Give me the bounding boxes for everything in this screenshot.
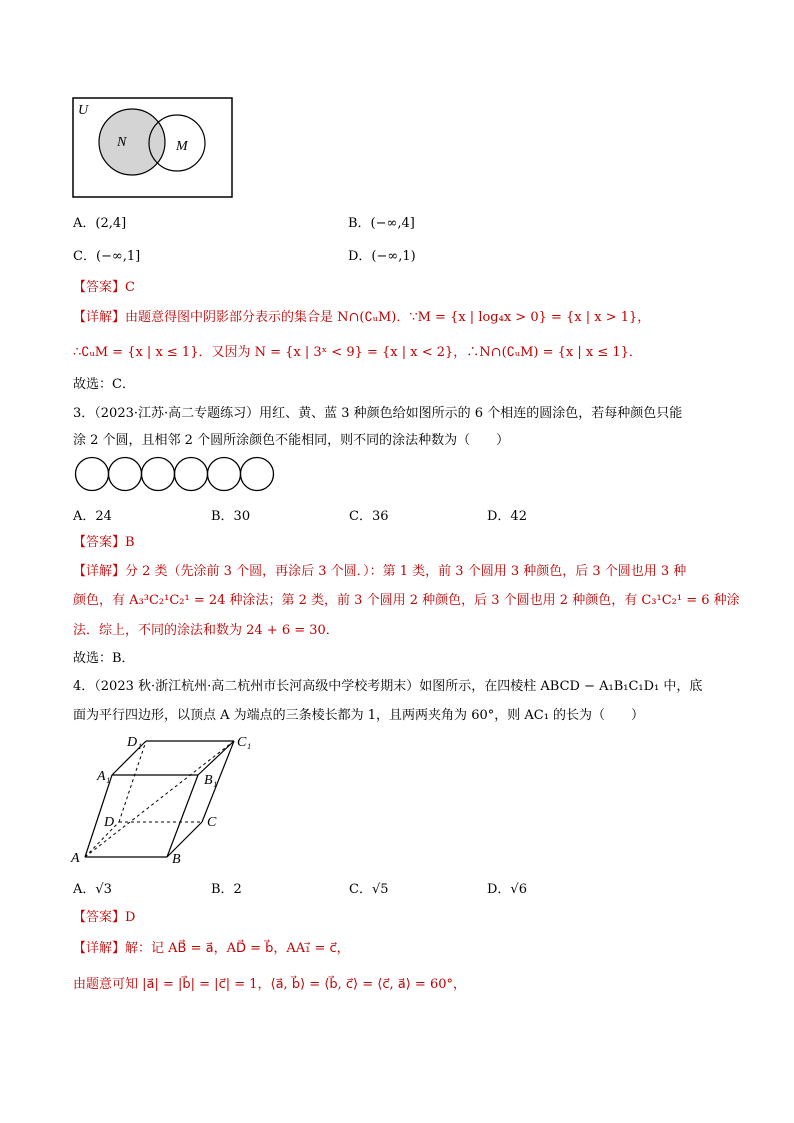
- q3-option-d: D．42: [487, 509, 527, 524]
- q4-option-b: B．2: [211, 882, 242, 897]
- q2-detail-tag: 【详解】: [73, 310, 126, 325]
- q4-option-d: D．√6: [487, 882, 527, 897]
- q3-detail-text1: 分 2 类（先涂前 3 个圆，再涂后 3 个圆．）：第 1 类，前 3 个圆用 3 种颜色，后 3 个圆也用 3 种: [125, 564, 687, 579]
- q3-detail-line2: 颜色，有 A₃³C₂¹C₂¹ = 24 种涂法；第 2 类，前 3 个圆用 2 种颜色，后 3 个圆也用 2 种颜色，有 C₃¹C₂¹ = 6 种涂: [73, 593, 740, 608]
- q2-option-a: A．(2,4]: [73, 216, 127, 231]
- label-d1: D₁: [127, 735, 142, 750]
- universe-label: U: [78, 103, 89, 118]
- q3-option-a: A．24: [73, 509, 112, 524]
- q4-answer: 【答案】D: [73, 910, 136, 925]
- q3-option-c: C．36: [349, 509, 389, 524]
- label-d: D: [104, 815, 115, 830]
- q4-stem-line2: 面为平行四边形，以顶点 A 为端点的三条棱长都为 1，且两两夹角为 60°，则 AC₁ 的长为（ ）: [73, 708, 645, 723]
- q2-option-b: B．(−∞,4]: [348, 216, 415, 231]
- q4-stem-line1: 4．（2023 秋·浙江杭州·高二杭州市长河高级中学校考期末）如图所示，在四棱柱 ABCD − A₁B₁C₁D₁ 中，底: [73, 679, 703, 694]
- q4-detail-line2: 由题意可知 |a⃗| = |b⃗| = |c⃗| = 1，⟨a⃗, b⃗⟩ = ⟨b⃗, c⃗⟩ = ⟨c⃗, a⃗⟩ = 60°，: [73, 977, 466, 992]
- q2-option-d: D．(−∞,1): [348, 249, 416, 264]
- label-b: B: [172, 852, 181, 867]
- label-c1: C₁: [237, 735, 252, 750]
- q2-detail-line2: ∴∁ᵤM = {x | x ≤ 1}．又因为 N = {x | 3ˣ < 9} = {x | x < 2}，∴N∩(∁ᵤM) = {x | x ≤ 1}．: [73, 345, 642, 360]
- q3-choice: 故选：B．: [73, 651, 135, 666]
- label-a: A: [71, 851, 80, 866]
- q3-answer: 【答案】B: [73, 535, 135, 550]
- q3-stem-line1: 3．（2023·江苏·高二专题练习）用红、黄、蓝 3 种颜色给如图所示的 6 个相连的圆涂色，若每种颜色只能: [73, 406, 683, 421]
- q3-detail-line3: 法．综上，不同的涂法和数为 24 + 6 = 30．: [73, 623, 339, 638]
- label-b1: B₁: [204, 773, 218, 788]
- q2-detail-text1: 由题意得图中阴影部分表示的集合是 N∩(∁ᵤM)．∵M = {x | log₄x > 0} = {x | x > 1}，: [125, 310, 651, 325]
- q3-detail-tag: 【详解】: [73, 564, 126, 579]
- q4-detail-tag: 【详解】: [73, 941, 126, 956]
- set-m-label: M: [176, 139, 188, 154]
- q3-option-b: B．30: [211, 509, 251, 524]
- q2-option-c: C．(−∞,1]: [73, 249, 141, 264]
- label-c: C: [207, 815, 217, 830]
- q2-answer: 【答案】C: [73, 280, 135, 295]
- q4-detail-text1: 解：记 AB⃗ = a⃗，AD⃗ = b⃗，AA₁⃗ = c⃗，: [125, 941, 350, 956]
- set-n-label: N: [117, 135, 127, 150]
- q2-choice: 故选：C．: [73, 377, 135, 392]
- q4-option-c: C．√5: [349, 882, 389, 897]
- label-a1: A₁: [97, 769, 111, 784]
- q4-detail-line1: [73, 937, 350, 956]
- q3-stem-line2: 涂 2 个圆，且相邻 2 个圆所涂颜色不能相同，则不同的涂法种数为（ ）: [73, 433, 510, 448]
- q4-option-a: A．√3: [73, 882, 112, 897]
